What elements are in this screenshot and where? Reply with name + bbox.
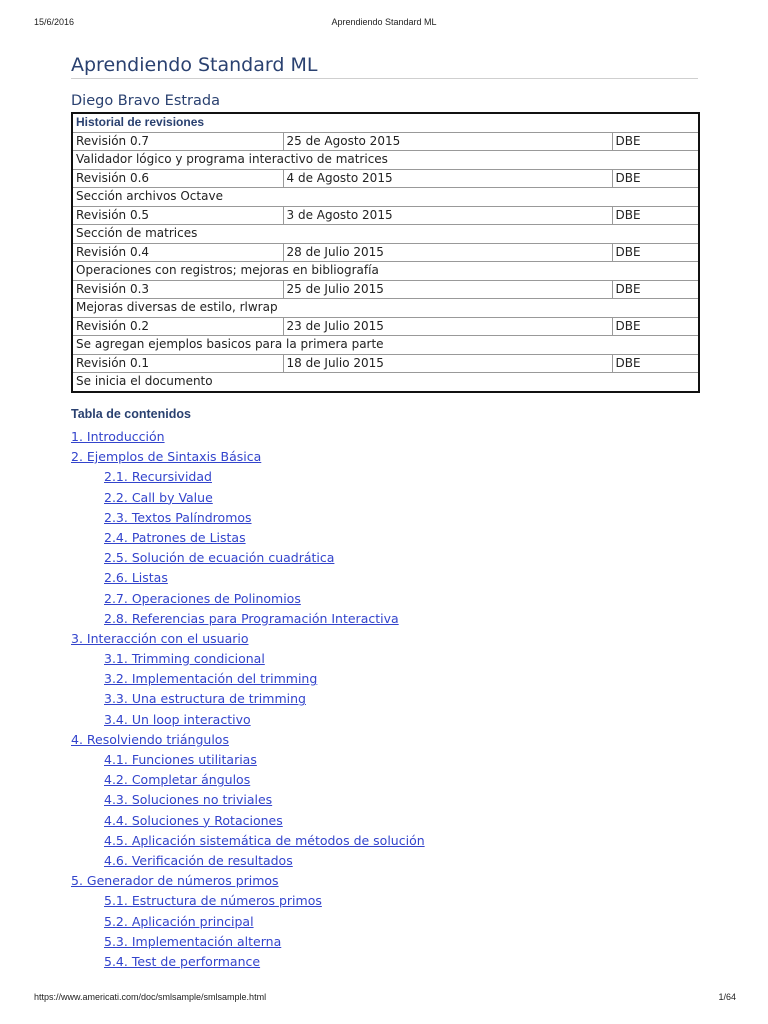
toc-link[interactable]: 2.4. Patrones de Listas xyxy=(104,529,246,545)
revision-initials: DBE xyxy=(612,132,699,151)
revision-row xyxy=(72,169,699,188)
revision-version: Revisión 0.2 xyxy=(72,317,283,336)
toc-item xyxy=(71,690,698,710)
toc-item xyxy=(71,529,698,549)
toc-link[interactable]: 2.6. Listas xyxy=(104,570,168,586)
toc-link[interactable]: 3.4. Un loop interactivo xyxy=(104,711,251,727)
toc-item xyxy=(71,448,698,468)
toc-link[interactable]: 3.2. Implementación del trimming xyxy=(104,671,318,687)
revision-version: Revisión 0.6 xyxy=(72,169,283,188)
revision-description: Sección archivos Octave xyxy=(72,188,699,207)
toc-link[interactable]: 5.3. Implementación alterna xyxy=(104,933,282,949)
toc-item xyxy=(71,569,698,589)
toc-item xyxy=(71,933,698,953)
toc-link[interactable]: 4.3. Soluciones no triviales xyxy=(104,792,273,808)
revision-initials: DBE xyxy=(612,354,699,373)
toc-title: Tabla de contenidos xyxy=(71,407,191,421)
toc-link[interactable]: 2.8. Referencias para Programación Interactiva xyxy=(104,610,399,626)
toc-link[interactable]: 4.5. Aplicación sistemática de métodos de solución xyxy=(104,832,425,848)
revision-row xyxy=(72,317,699,336)
toc-link[interactable]: 2.1. Recursividad xyxy=(104,469,212,485)
toc-item xyxy=(71,549,698,569)
revision-description-row xyxy=(72,299,699,318)
toc-link[interactable]: 2.7. Operaciones de Polinomios xyxy=(104,590,301,606)
page-number: 1/64 xyxy=(718,992,736,1002)
revision-initials: DBE xyxy=(612,317,699,336)
print-date: 15/6/2016 xyxy=(34,17,75,27)
toc-link[interactable]: 4. Resolviendo triángulos xyxy=(71,731,229,747)
toc-link[interactable]: 3.3. Una estructura de trimming xyxy=(104,691,306,707)
revision-row xyxy=(72,206,699,225)
toc-item xyxy=(71,509,698,529)
toc-link[interactable]: 4.4. Soluciones y Rotaciones xyxy=(104,812,283,828)
revision-date: 18 de Julio 2015 xyxy=(283,354,612,373)
revision-description: Validador lógico y programa interactivo de matrices xyxy=(72,151,699,170)
toc-item xyxy=(71,711,698,731)
revision-description-row xyxy=(72,373,699,392)
toc-item xyxy=(71,751,698,771)
print-header xyxy=(0,17,768,31)
toc-link[interactable]: 3.1. Trimming condicional xyxy=(104,651,265,667)
toc-link[interactable]: 4.6. Verificación de resultados xyxy=(104,852,293,868)
toc-item xyxy=(71,731,698,751)
revision-description: Se agregan ejemplos basicos para la primera parte xyxy=(72,336,699,355)
revision-date: 25 de Agosto 2015 xyxy=(283,132,612,151)
toc-link[interactable]: 5.2. Aplicación principal xyxy=(104,913,254,929)
print-url: https://www.americati.com/doc/smlsample/smlsample.html xyxy=(34,992,267,1002)
revision-history-heading: Historial de revisiones xyxy=(72,113,699,132)
toc-item xyxy=(71,610,698,630)
toc-item xyxy=(71,428,698,448)
revision-description-row xyxy=(72,225,699,244)
revision-description: Se inicia el documento xyxy=(72,373,699,392)
revision-description: Mejoras diversas de estilo, rlwrap xyxy=(72,299,699,318)
revision-date: 23 de Julio 2015 xyxy=(283,317,612,336)
revision-row xyxy=(72,243,699,262)
toc-link[interactable]: 2.5. Solución de ecuación cuadrática xyxy=(104,550,335,566)
toc-link[interactable]: 5.1. Estructura de números primos xyxy=(104,893,322,909)
revision-date: 4 de Agosto 2015 xyxy=(283,169,612,188)
revision-description-row xyxy=(72,188,699,207)
revision-version: Revisión 0.4 xyxy=(72,243,283,262)
toc-link[interactable]: 1. Introducción xyxy=(71,429,165,444)
table-of-contents xyxy=(71,428,698,973)
revision-initials: DBE xyxy=(612,169,699,188)
revision-row xyxy=(72,280,699,299)
toc-item xyxy=(71,771,698,791)
revision-date: 28 de Julio 2015 xyxy=(283,243,612,262)
toc-link[interactable]: 5.4. Test de performance xyxy=(104,953,261,969)
toc-link[interactable]: 2. Ejemplos de Sintaxis Básica xyxy=(71,449,262,465)
revision-date: 25 de Julio 2015 xyxy=(283,280,612,299)
toc-link[interactable]: 5. Generador de números primos xyxy=(71,873,279,889)
toc-item xyxy=(71,892,698,912)
revision-description: Operaciones con registros; mejoras en bibliografía xyxy=(72,262,699,281)
revision-row xyxy=(72,132,699,151)
toc-item xyxy=(71,489,698,509)
toc-item xyxy=(71,670,698,690)
toc-item xyxy=(71,468,698,488)
toc-link[interactable]: 4.2. Completar ángulos xyxy=(104,772,251,788)
revision-history-heading-row xyxy=(72,113,699,132)
revision-version: Revisión 0.7 xyxy=(72,132,283,151)
revision-initials: DBE xyxy=(612,206,699,225)
toc-link[interactable]: 2.3. Textos Palíndromos xyxy=(104,509,252,525)
toc-item xyxy=(71,913,698,933)
toc-item xyxy=(71,630,698,650)
revision-version: Revisión 0.1 xyxy=(72,354,283,373)
revision-description-row xyxy=(72,336,699,355)
revision-row xyxy=(72,354,699,373)
toc-item xyxy=(71,872,698,892)
toc-item xyxy=(71,852,698,872)
document-author: Diego Bravo Estrada xyxy=(71,93,220,109)
toc-link[interactable]: 2.2. Call by Value xyxy=(104,489,213,505)
toc-item xyxy=(71,832,698,852)
toc-item xyxy=(71,650,698,670)
toc-item xyxy=(71,953,698,973)
document-title: Aprendiendo Standard ML xyxy=(71,54,698,79)
toc-item xyxy=(71,791,698,811)
revision-version: Revisión 0.3 xyxy=(72,280,283,299)
toc-item xyxy=(71,590,698,610)
revision-initials: DBE xyxy=(612,243,699,262)
revision-history-table xyxy=(71,112,700,393)
revision-initials: DBE xyxy=(612,280,699,299)
toc-link[interactable]: 4.1. Funciones utilitarias xyxy=(104,752,257,767)
revision-date: 3 de Agosto 2015 xyxy=(283,206,612,225)
print-title: Aprendiendo Standard ML xyxy=(331,17,437,27)
revision-version: Revisión 0.5 xyxy=(72,206,283,225)
print-footer xyxy=(0,992,768,1006)
toc-link[interactable]: 3. Interacción con el usuario xyxy=(71,630,249,646)
revision-description-row xyxy=(72,151,699,170)
revision-description-row xyxy=(72,262,699,281)
toc-item xyxy=(71,812,698,832)
revision-description: Sección de matrices xyxy=(72,225,699,244)
